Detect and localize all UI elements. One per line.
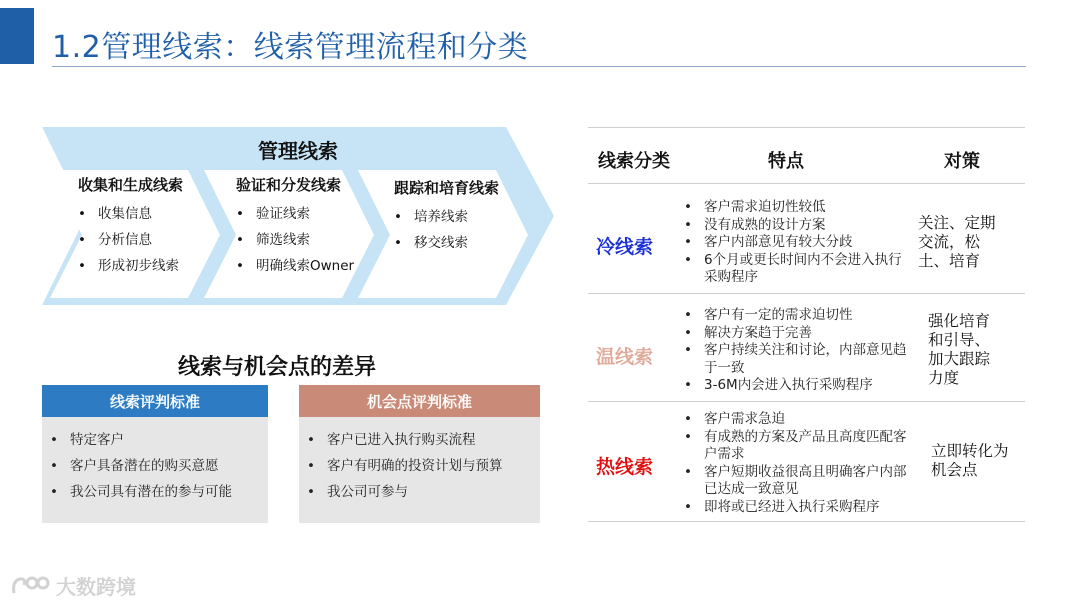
- feature-item: • 6个月或更长时间内不会进入执行采购程序: [682, 252, 912, 287]
- table-rule: [588, 127, 1025, 128]
- stage-title: 收集和生成线索: [78, 176, 184, 194]
- opportunity-criteria-card: [299, 385, 540, 523]
- logo-icon: [10, 573, 50, 599]
- feature-item: • 没有成熟的设计方案: [682, 217, 912, 235]
- hot-lead-strategy: 立即转化为机会点: [931, 442, 1009, 479]
- stage-title: 跟踪和培育线索: [394, 179, 500, 197]
- header-strategy: 对策: [944, 151, 980, 172]
- stage-item: • 形成初步线索: [78, 253, 183, 279]
- feature-item: • 3-6M内会进入执行采购程序: [682, 377, 912, 395]
- watermark-text: 大数跨境: [56, 575, 136, 599]
- feature-item: • 即将或已经进入执行采购程序: [682, 499, 912, 517]
- stage-item: • 收集信息: [78, 201, 183, 227]
- hot-lead-features: [682, 411, 912, 516]
- stage-item: • 分析信息: [78, 227, 183, 253]
- header-features: 特点: [768, 151, 804, 172]
- warm-lead-features: [682, 307, 912, 395]
- stage-verify: [236, 174, 354, 279]
- stage-item: • 明确线索Owner: [236, 253, 354, 279]
- card-item: • 我公司具有潜在的参与可能: [50, 479, 268, 505]
- stage-item: • 移交线索: [394, 230, 499, 256]
- card-item: • 客户有明确的投资计划与预算: [307, 453, 540, 479]
- lead-criteria-card: [42, 385, 268, 523]
- table-rule: [588, 521, 1025, 522]
- card-header: 机会点评判标准: [299, 385, 540, 417]
- stage-item: • 验证线索: [236, 201, 354, 227]
- table-rule: [588, 401, 1025, 402]
- hot-lead-label: 热线索: [596, 456, 654, 478]
- feature-item: • 客户短期收益很高且明确客户内部已达成一致意见: [682, 464, 912, 499]
- feature-item: • 有成熟的方案及产品且高度匹配客户需求: [682, 429, 912, 464]
- stage-title: 验证和分发线索: [236, 176, 342, 194]
- page-title: 1.2管理线索：线索管理流程和分类: [52, 30, 529, 65]
- cold-lead-features: [682, 199, 912, 287]
- table-rule: [588, 183, 1025, 184]
- card-item: • 我公司可参与: [307, 479, 540, 505]
- difference-title: 线索与机会点的差异: [178, 355, 377, 380]
- feature-item: • 客户需求急迫: [682, 411, 912, 429]
- cold-lead-label: 冷线索: [596, 236, 654, 258]
- stage-track: [394, 177, 499, 256]
- cold-lead-strategy: 关注、定期交流，松土、培育: [918, 214, 996, 270]
- card-item: • 客户已进入执行购买流程: [307, 427, 540, 453]
- card-item: • 特定客户: [50, 427, 268, 453]
- feature-item: • 解决方案趋于完善: [682, 325, 912, 343]
- stage-collect: [78, 174, 183, 279]
- stage-item: • 培养线索: [394, 204, 499, 230]
- table-rule: [588, 293, 1025, 294]
- feature-item: • 客户内部意见有较大分歧: [682, 234, 912, 252]
- feature-item: • 客户持续关注和讨论，内部意见趋于一致: [682, 342, 912, 377]
- warm-lead-strategy: 强化培育和引导、加大跟踪力度: [928, 312, 991, 387]
- process-header: 管理线索: [258, 138, 338, 163]
- card-header: 线索评判标准: [42, 385, 268, 417]
- warm-lead-label: 温线索: [596, 346, 654, 368]
- feature-item: • 客户需求迫切性较低: [682, 199, 912, 217]
- header-category: 线索分类: [598, 151, 670, 172]
- watermark: [10, 571, 136, 600]
- stage-item: • 筛选线索: [236, 227, 354, 253]
- feature-item: • 客户有一定的需求迫切性: [682, 307, 912, 325]
- card-item: • 客户具备潜在的购买意愿: [50, 453, 268, 479]
